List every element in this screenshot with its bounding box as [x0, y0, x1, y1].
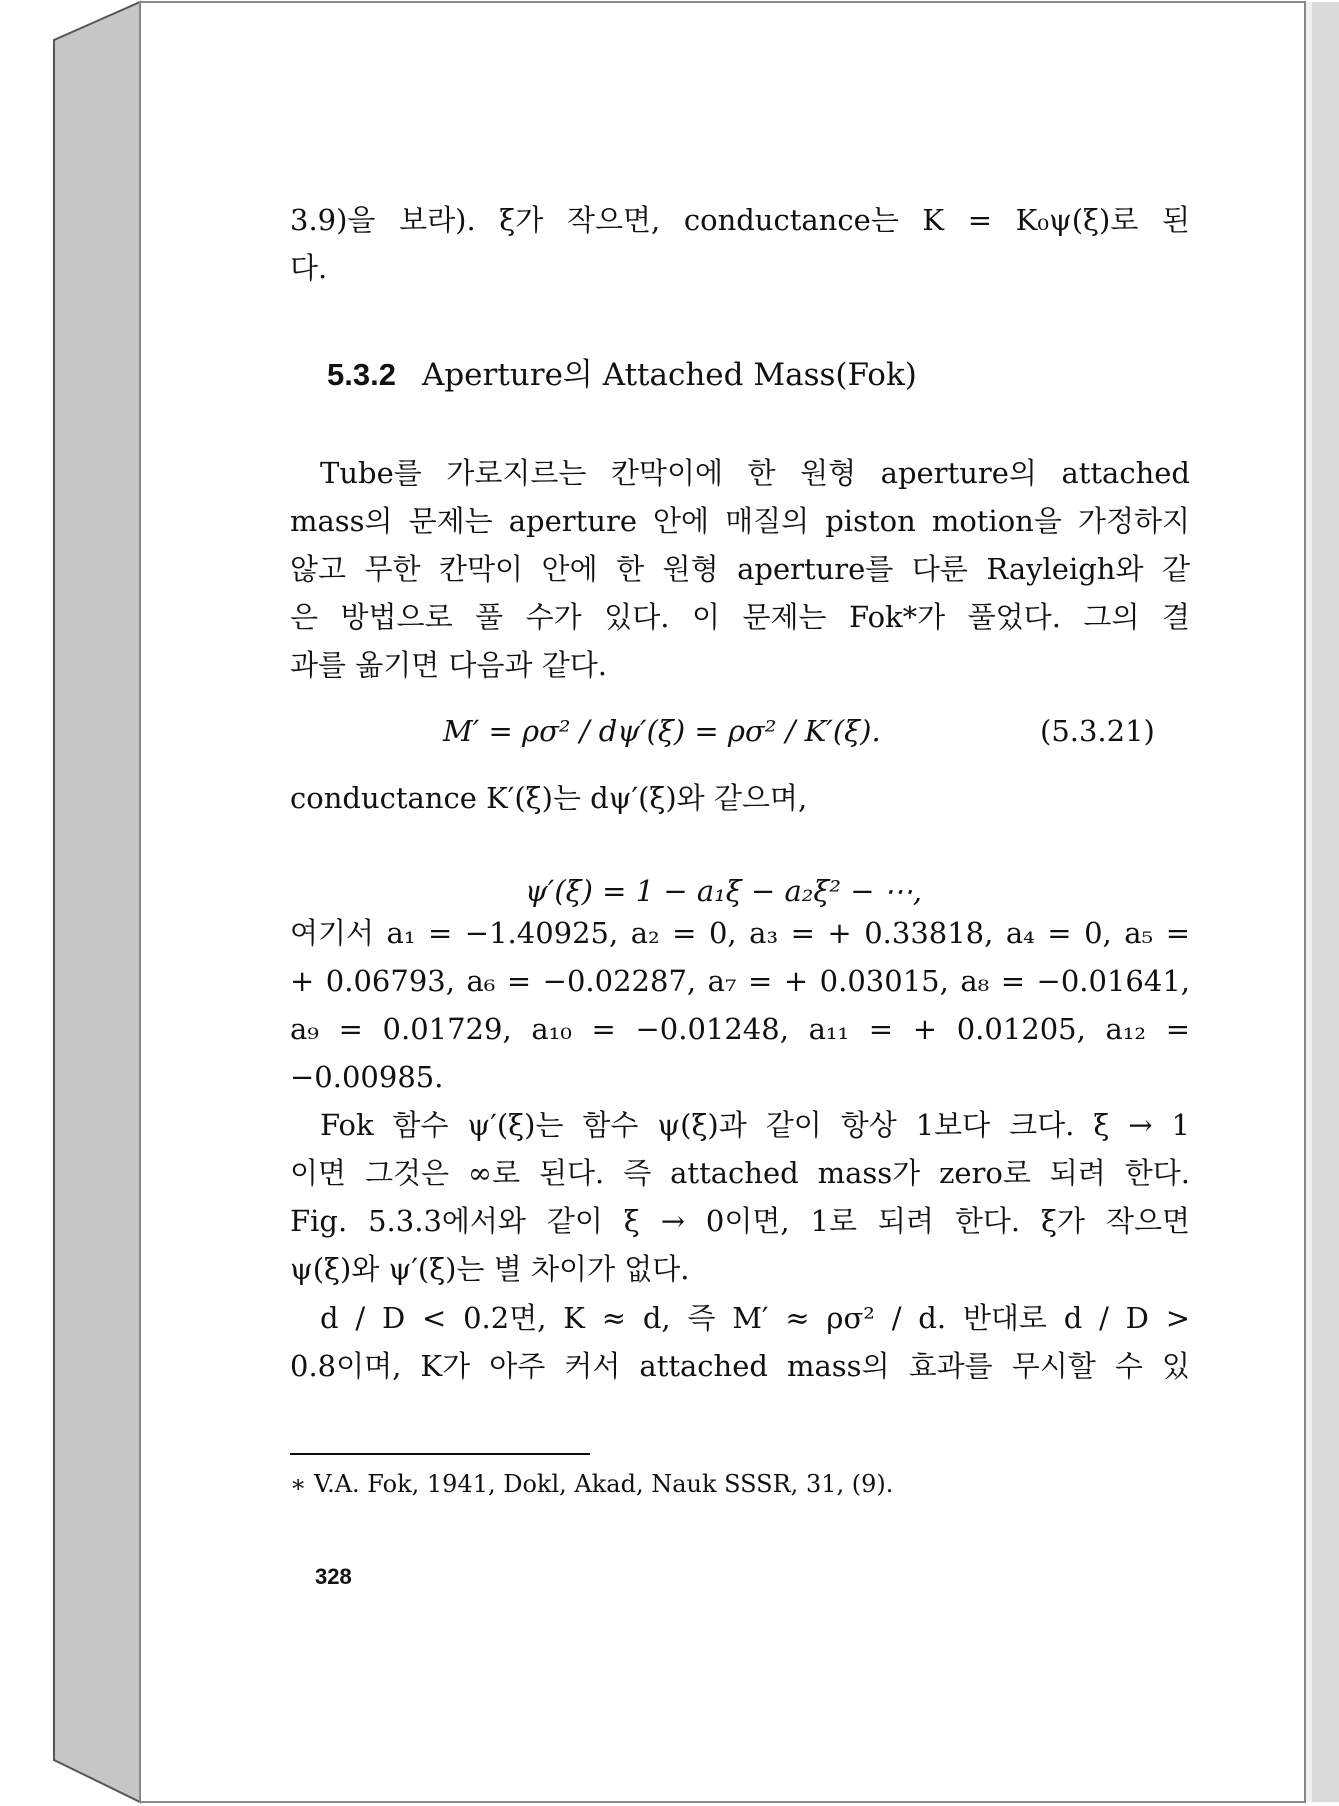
equation-5-3-21: M′ = ρσ² / dψ′(ξ) = ρσ² / K′(ξ).	[443, 714, 881, 748]
text-line: Fok 함수 ψ′(ξ)는 함수 ψ(ξ)과 같이 항상 1보다 크다. ξ → 1	[320, 1108, 1190, 1142]
text-line: 0.8이며, K가 아주 커서 attached mass의 효과를 무시할 수 있	[290, 1349, 1190, 1383]
text-line: Tube를 가로지르는 칸막이에 한 원형 aperture의 attached	[320, 456, 1190, 490]
text-line: Fig. 5.3.3에서와 같이 ξ → 0이면, 1로 되려 한다. ξ가 작으면	[290, 1204, 1190, 1238]
footnote-rule	[290, 1453, 590, 1455]
text-line: 3.9)을 보라). ξ가 작으면, conductance는 K = K₀ψ(ξ)로 된	[290, 203, 1190, 237]
text-line: 과를 옮기면 다음과 같다.	[290, 648, 608, 682]
section-number: 5.3.2	[327, 357, 396, 392]
text-line: mass의 문제는 aperture 안에 매질의 piston motion을 가정하지	[290, 504, 1190, 538]
page-number: 328	[315, 1564, 352, 1589]
text-line: d / D < 0.2면, K ≈ d, 즉 M′ ≈ ρσ² / d. 반대로 d / D >	[320, 1301, 1190, 1335]
text-line: ψ(ξ)와 ψ′(ξ)는 별 차이가 없다.	[290, 1252, 690, 1286]
text-line: a₉ = 0.01729, a₁₀ = −0.01248, a₁₁ = + 0.01205, a₁₂ =	[290, 1012, 1190, 1046]
book-page	[140, 4, 1305, 1802]
paragraph-1	[290, 449, 1190, 689]
section-title: Aperture의 Attached Mass(Fok)	[421, 357, 917, 393]
text-line: 이면 그것은 ∞로 된다. 즉 attached mass가 zero로 되려 한다.	[290, 1156, 1190, 1190]
equation-number: (5.3.21)	[1040, 714, 1155, 748]
text-line: + 0.06793, a₆ = −0.02287, a₇ = + 0.03015, a₈ = −0.01641,	[290, 964, 1190, 998]
section-heading	[327, 349, 917, 394]
paragraph-2	[290, 1101, 1190, 1293]
top-text	[290, 196, 1190, 292]
equation-psi-series: ψ′(ξ) = 1 − a₁ξ − a₂ξ² − ⋯,	[525, 874, 922, 908]
text-line: conductance K′(ξ)는 dψ′(ξ)와 같으며,	[290, 781, 808, 815]
coefficient-list	[290, 909, 1190, 1101]
text-line: 다.	[290, 251, 328, 285]
line-after-equation	[290, 774, 1190, 822]
text-line: 않고 무한 칸막이 안에 한 원형 aperture를 다룬 Rayleigh와 같	[290, 552, 1190, 586]
text-line: 여기서 a₁ = −1.40925, a₂ = 0, a₃ = + 0.33818, a₄ = 0, a₅ =	[290, 916, 1190, 950]
text-line: −0.00985.	[290, 1060, 444, 1094]
text-line: 은 방법으로 풀 수가 있다. 이 문제는 Fok*가 풀었다. 그의 결	[290, 600, 1190, 634]
footnote: ∗ V.A. Fok, 1941, Dokl, Akad, Nauk SSSR, 31, (9).	[290, 1470, 894, 1498]
paragraph-3	[290, 1294, 1190, 1390]
